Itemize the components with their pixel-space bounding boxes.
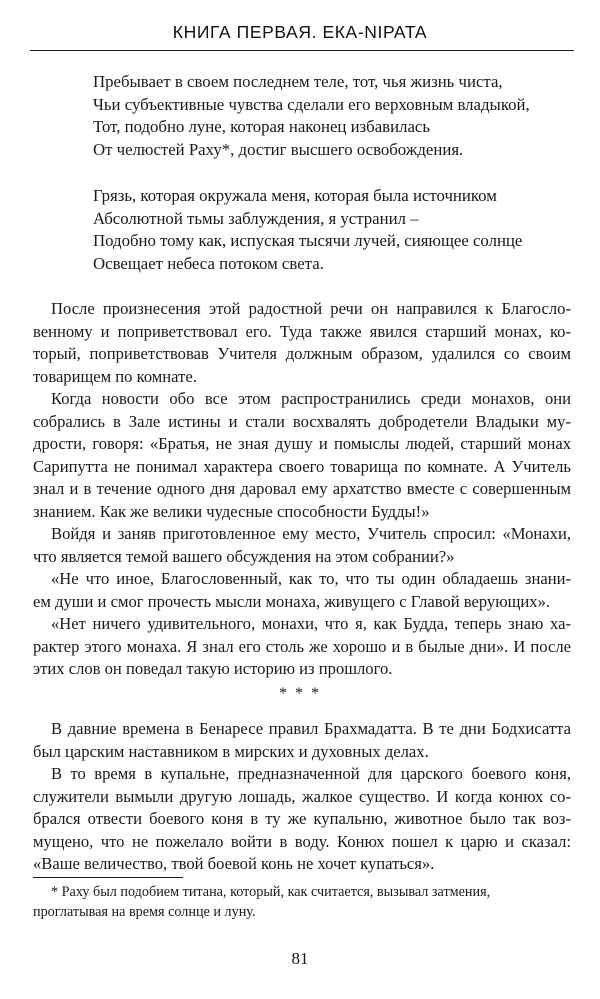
- verse-line: Освещает небеса потоком света.: [93, 254, 324, 274]
- text-line: «Не что иное, Благословенный, как то, что ты один обладаешь знани-: [51, 569, 571, 588]
- text-line: служители вымыли другую лошадь, жалкое существо. И когда конюх со-: [33, 786, 571, 806]
- footnote: [33, 883, 571, 922]
- text-line: брался отвести боевого коня в ту же купальню, животное было так воз-: [33, 809, 571, 828]
- text-line: знанием. Как же велики чудесные способности Будды!»: [33, 501, 430, 521]
- verse-line: Абсолютной тьмы заблуждения, я устранил –: [93, 208, 419, 228]
- text-line: В то время в купальне, предназначенной для царского боевого коня,: [51, 764, 571, 783]
- header-rule: [30, 50, 574, 51]
- text-line: товарищем по комнате.: [33, 366, 197, 386]
- body-paragraph: [33, 568, 571, 613]
- text-line: дрости, говоря: «Братья, не зная душу и помыслы людей, старший монах: [33, 434, 571, 453]
- text-line: Войдя и заняв приготовленное ему место, Учитель спросил: «Монахи,: [51, 524, 571, 543]
- text-line: венному и поприветствовал его. Туда также явился старший монах, ко-: [33, 321, 571, 341]
- footnote-line: проглатывая на время солнце и луну.: [33, 903, 256, 920]
- text-line: ем души и смог прочесть мысли монаха, живущего с Главой верующих».: [33, 591, 551, 611]
- footnote-line: * Раху был подобием титана, который, как считается, вызывал затмения,: [51, 884, 491, 900]
- body-paragraph: [33, 718, 571, 763]
- text-line: мущено, что не пожелало войти в воду. Конюх пошел к царю и сказал:: [33, 831, 571, 851]
- verse-line: Чьи субъективные чувства сделали его верховным владыкой,: [93, 94, 530, 114]
- verse-line: От челюстей Раху*, достиг высшего освобождения.: [93, 140, 464, 160]
- body-paragraph: [33, 763, 571, 876]
- text-line: «Нет ничего удивительного, монахи, что я, как Будда, теперь знаю ха-: [51, 614, 571, 633]
- body-paragraph: [33, 523, 571, 568]
- verse-stanza-1: [93, 71, 573, 162]
- text-line: Когда новости обо все этом распространились среди монахов, они: [51, 389, 571, 408]
- verse-stanza-2: [93, 185, 573, 276]
- verse-line: Подобно тому как, испуская тысячи лучей, сияющее солнце: [93, 231, 523, 251]
- text-line: знал и в течение одного дня даровал ему архатство вместе с совершенным: [33, 479, 571, 498]
- text-line: этих слов он поведал такую историю из прошлого.: [33, 659, 393, 678]
- text-line: В давние времена в Бенаресе правил Брахмадатта. В те дни Бодхисатта: [51, 719, 571, 738]
- body-paragraph: [33, 298, 571, 388]
- body-paragraph: [33, 613, 571, 681]
- body-paragraph: [33, 388, 571, 523]
- footnote-rule: [33, 877, 183, 878]
- page-number: 81: [291, 949, 309, 968]
- text-line: рактер этого монаха. Я знал его столь же хорошо и в былые дни». И после: [33, 636, 571, 656]
- text-line: «Ваше величество, твой боевой конь не хочет купаться».: [33, 854, 435, 873]
- text-line: Сарипутта не понимал характера своего товарища по комнате. А Учитель: [33, 456, 571, 476]
- text-line: собрались в Зале истины и стали восхвалять добродетели Владыки му-: [33, 411, 571, 431]
- text-line: После произнесения этой радостной речи он направился к Благосло-: [51, 299, 571, 318]
- running-header: КНИГА ПЕРВАЯ. ЕКА-NIPATA: [172, 22, 428, 42]
- text-line: был царским наставником в мирских и духовных делах.: [33, 741, 429, 761]
- section-separator: * * *: [279, 685, 321, 702]
- verse-line: Пребывает в своем последнем теле, тот, чья жизнь чиста,: [93, 72, 503, 91]
- verse-line: Грязь, которая окружала меня, которая была источником: [93, 186, 497, 205]
- verse-line: Тот, подобно луне, которая наконец избавилась: [93, 117, 430, 137]
- text-line: что является темой вашего обсуждения на этом собрании?»: [33, 546, 455, 566]
- text-line: торый, поприветствовав Учителя должным образом, удалился со своим: [33, 344, 571, 363]
